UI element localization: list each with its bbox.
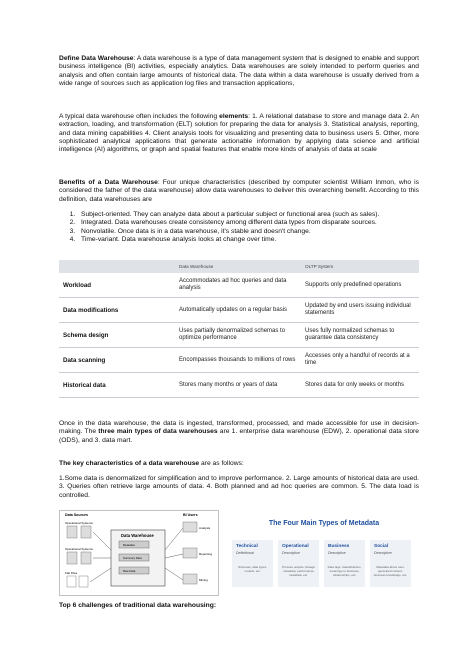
card-body: Schemas, data types, models, etc. bbox=[238, 565, 267, 573]
table-cell: Updated by end users issuing individual statements bbox=[301, 298, 419, 323]
diagram-right-group: Mining bbox=[199, 578, 208, 582]
row-header: Data scanning bbox=[59, 348, 175, 373]
card-title: Operational bbox=[282, 544, 309, 549]
table-cell: Supports only predefined operations bbox=[301, 273, 419, 298]
comparison-table bbox=[59, 260, 419, 398]
usage-text-post: are 1. enterprise data warehouse (EDW), 2. operational data store (ODS), and 3. data mart. bbox=[59, 428, 419, 444]
metadata-types-graphic bbox=[230, 510, 418, 596]
elements-text-pre: A typical data warehouse often includes the following bbox=[59, 113, 220, 120]
row-header: Historical data bbox=[59, 373, 175, 398]
diagram-left-group: Operational Systems bbox=[65, 547, 93, 551]
key-characteristics-heading bbox=[59, 460, 244, 468]
card-body: Data tags, classifications, meanings to business, relationships, etc. bbox=[327, 565, 362, 577]
metadata-card bbox=[232, 540, 273, 587]
challenges-heading: Top 6 challenges of traditional data warehousing: bbox=[59, 602, 217, 609]
row-header: Data modifications bbox=[59, 298, 175, 323]
card-subtitle: Descriptive bbox=[374, 551, 392, 555]
server-icon bbox=[81, 552, 91, 564]
table-header-cell: Data Warehouse bbox=[175, 260, 301, 273]
table-row bbox=[59, 348, 419, 373]
characteristics-paragraph: 1.Some data is denormalized for simplification and to improve performance. 2. Large amounts of historical data are used. 3. Queries often retrieve large amounts of data. 4. Both planned and ad hoc queries are common. 5. The data load is controlled. bbox=[59, 475, 419, 499]
row-header: Schema design bbox=[59, 323, 175, 348]
table-cell: Uses partially denormalized schemas to optimize performance bbox=[175, 323, 301, 348]
monitor-icon bbox=[183, 522, 197, 532]
diagram-sources-label: Data Sources bbox=[65, 513, 88, 517]
table-cell: Stores data for only weeks or months bbox=[301, 373, 419, 398]
card-title: Social bbox=[374, 544, 389, 549]
list-item: 1. Subject-oriented. They can analyze data about a particular subject or functional area (such as sales). bbox=[77, 211, 379, 219]
file-icon bbox=[79, 576, 88, 587]
diagram-center-label: Data Warehouse bbox=[121, 533, 154, 538]
diagram-right-group: Reporting bbox=[199, 552, 213, 556]
table-row bbox=[59, 373, 419, 398]
list-item: 3. Nonvolatile. Once data is in a data warehouse, it's stable and doesn't change. bbox=[77, 228, 379, 236]
server-icon bbox=[81, 526, 91, 538]
card-body: Metadata about user-generated content, business knowledge, etc. bbox=[373, 565, 408, 577]
elements-bold: elements bbox=[219, 113, 249, 120]
elements-text-post: : 1. A relational database to store and manage data 2. An extraction, loading, and transformation (ELT) solution for preparing the data for analysis 3. Statistical analysis, reporting, and data mining capabilities 4. Client analysis tools for visualizing and presenting data to business users 5. Other, more sophisticated analytical applications that generate actionable information by applying data science and artificial intelligence (AI) algorithms, or graph and spatial features that enable more kinds of analysis of data at scale bbox=[59, 113, 419, 154]
table-row bbox=[59, 298, 419, 323]
usage-paragraph bbox=[59, 420, 419, 445]
diagram-left-group: Operational Systems bbox=[65, 521, 93, 525]
definition-text: : A data warehouse is a type of data management system that is designed to enable and support business intelligence (BI) activities, especially analytics. Data warehouses are solely intended to perform queries and analysis and often contain large amounts of historical data. The data within a data warehouse is usually derived from a wide range of sources such as application log files and transaction applications, bbox=[59, 55, 419, 87]
metadata-card bbox=[370, 540, 411, 587]
definition-paragraph bbox=[59, 55, 419, 88]
row-header: Workload bbox=[59, 273, 175, 298]
diagram-inner-box: Raw Data bbox=[123, 569, 136, 573]
definition-label: Define Data Warehouse bbox=[59, 55, 134, 62]
table-cell: Encompasses thousands to millions of rows bbox=[175, 348, 301, 373]
monitor-icon bbox=[183, 548, 197, 558]
table-cell: Accommodates ad hoc queries and data analysis bbox=[175, 273, 301, 298]
diagram-inner-box: Metadata bbox=[123, 543, 135, 547]
table-header-cell: OLTP System bbox=[301, 260, 419, 273]
card-subtitle: Descriptive bbox=[328, 551, 346, 555]
card-title: Technical bbox=[236, 544, 258, 549]
table-row bbox=[59, 273, 419, 298]
server-icon bbox=[67, 552, 77, 564]
list-item: 2. Integrated. Data warehouses create consistency among different data types from disparate sources. bbox=[77, 219, 379, 227]
card-title: Business bbox=[328, 544, 350, 549]
usage-text-pre: Once in the data warehouse, the data is ingested, transformed, processed, and made accessible for use in decision-making. The bbox=[59, 420, 419, 436]
diagram-left-group: Flat Files bbox=[65, 571, 78, 575]
elements-paragraph bbox=[59, 113, 419, 154]
server-icon bbox=[67, 526, 77, 538]
table-cell: Automatically updates on a regular basis bbox=[175, 298, 301, 323]
metadata-card bbox=[278, 540, 319, 587]
table-row bbox=[59, 323, 419, 348]
key-chars-bold: The key characteristics of a data warehouse bbox=[59, 460, 200, 467]
diagram-users-label: BI Users bbox=[183, 513, 198, 517]
benefits-label: Benefits of a Data Warehouse bbox=[59, 179, 158, 186]
metadata-card bbox=[324, 540, 365, 587]
benefits-paragraph bbox=[59, 179, 419, 204]
data-warehouse-architecture-diagram bbox=[59, 510, 219, 596]
file-icon bbox=[67, 576, 76, 587]
benefits-text: : Four unique characteristics (described by computer scientist William Inmon, who is considered the father of the data warehouse) allow data warehouses to deliver this overarching benefit. According to this definition, data warehouses are bbox=[59, 179, 419, 203]
table-cell: Uses fully normalized schemas to guarantee data consistency bbox=[301, 323, 419, 348]
table-cell: Accesses only a handful of records at a time bbox=[301, 348, 419, 373]
key-chars-post: are as follows: bbox=[199, 460, 244, 467]
table-header-row bbox=[59, 260, 419, 273]
monitor-icon bbox=[183, 574, 197, 584]
diagram-inner-box: Summary Data bbox=[123, 556, 142, 560]
metadata-title: The Four Main Types of Metadata bbox=[268, 520, 380, 527]
card-subtitle: Definitional bbox=[236, 551, 254, 555]
table-header-cell bbox=[59, 260, 175, 273]
card-body: Process outputs, lineage metadata, performance metadata, etc. bbox=[282, 565, 315, 577]
list-item: 4. Time-variant. Data warehouse analysis looks at change over time. bbox=[77, 236, 379, 244]
card-subtitle: Descriptive bbox=[282, 551, 300, 555]
diagram-right-group: Analysis bbox=[199, 526, 211, 530]
benefits-list bbox=[59, 211, 379, 245]
usage-bold: three main types of data warehouses bbox=[98, 428, 218, 436]
table-cell: Stores many months or years of data bbox=[175, 373, 301, 398]
